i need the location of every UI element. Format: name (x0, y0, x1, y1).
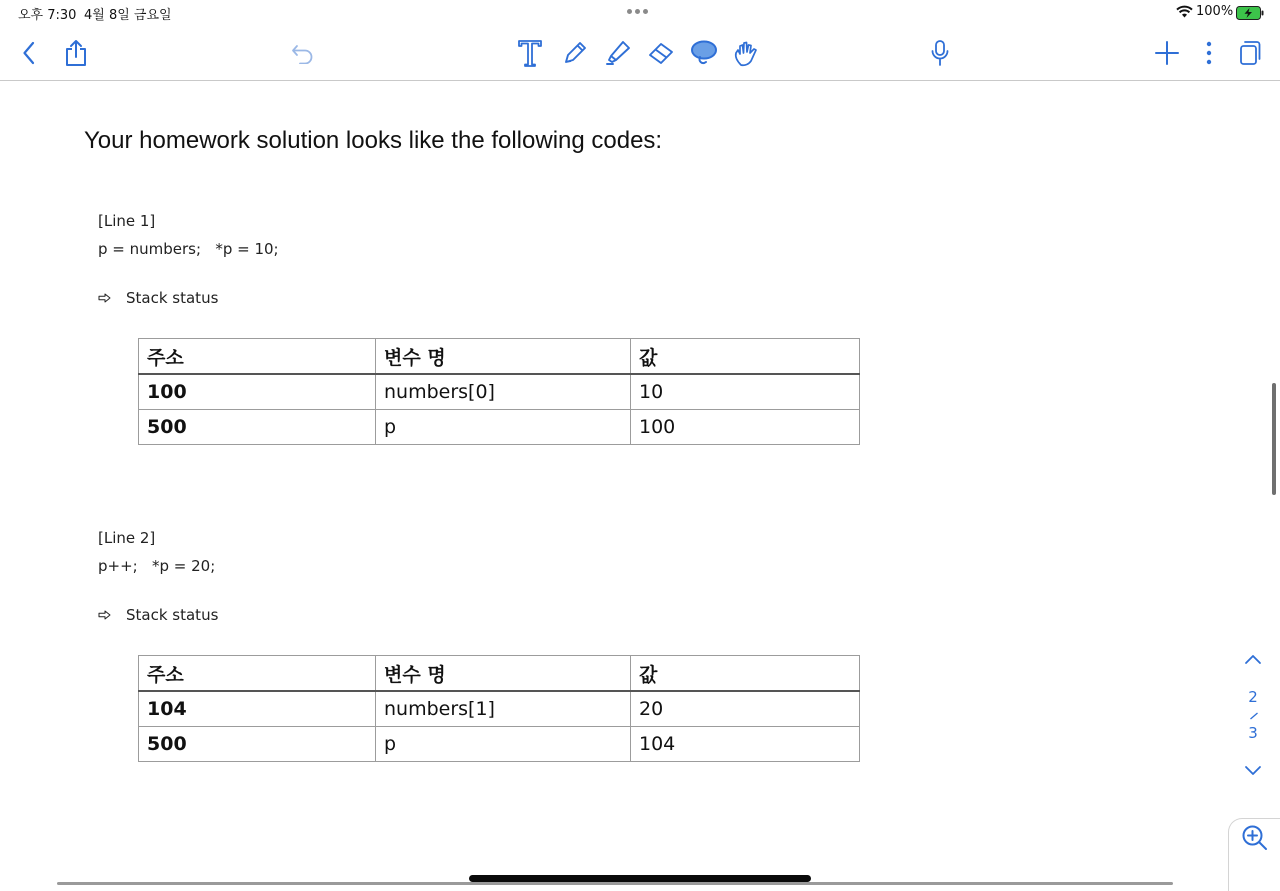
stack-table (138, 655, 860, 762)
code-line: p++; *p = 20; (98, 557, 216, 575)
column-header-value: 값 (631, 656, 860, 692)
status-bar (0, 0, 1280, 26)
zoom-in-icon[interactable] (1241, 824, 1269, 852)
text-tool-icon (517, 39, 543, 67)
table-header-row (139, 339, 860, 375)
home-indicator[interactable] (469, 875, 811, 882)
more-button[interactable] (1187, 26, 1231, 80)
line-label: [Line 2] (98, 529, 156, 547)
cell-address: 100 (139, 374, 376, 410)
cell-value: 104 (631, 727, 860, 762)
next-page-button[interactable] (1244, 762, 1262, 781)
eraser-tool-icon (647, 40, 675, 66)
microphone-button[interactable] (918, 26, 962, 80)
table-row (139, 727, 860, 762)
highlighter-tool-icon (604, 39, 632, 67)
page-heading: Your homework solution looks like the following codes: (84, 127, 663, 154)
current-page-number: 2 (1248, 688, 1258, 706)
line-label: [Line 1] (98, 212, 156, 230)
hand-tool-button[interactable] (724, 26, 768, 80)
column-header-value: 값 (631, 339, 860, 375)
share-button[interactable] (54, 26, 98, 80)
cell-value: 10 (631, 374, 860, 410)
battery-percentage: 100% (1196, 4, 1234, 19)
share-icon (64, 39, 88, 67)
arrow-right-icon (98, 293, 112, 303)
column-header-address: 주소 (139, 339, 376, 375)
stack-table (138, 338, 860, 445)
status-date: 4월 8일 금요일 (84, 8, 172, 23)
column-header-variable: 변수 명 (376, 339, 631, 375)
add-page-button[interactable] (1145, 26, 1189, 80)
add-page-icon (1155, 41, 1179, 65)
undo-button[interactable] (281, 26, 325, 80)
document-page[interactable] (0, 81, 1280, 890)
pen-tool-icon (562, 40, 588, 66)
hand-tool-icon (733, 39, 759, 67)
multitasking-dots[interactable] (627, 9, 648, 14)
previous-page-button[interactable] (1244, 650, 1262, 669)
pen-tool-button[interactable] (553, 26, 597, 80)
eraser-tool-button[interactable] (639, 26, 683, 80)
back-icon (22, 41, 36, 65)
lasso-tool-button[interactable] (682, 26, 726, 80)
pages-icon (1239, 40, 1261, 66)
column-header-address: 주소 (139, 656, 376, 692)
arrow-right-icon (98, 610, 112, 620)
battery-charging-icon (1236, 6, 1264, 20)
pages-button[interactable] (1228, 26, 1272, 80)
more-icon (1206, 41, 1212, 65)
lasso-tool-icon (690, 39, 718, 67)
column-header-variable: 변수 명 (376, 656, 631, 692)
table-header-row (139, 656, 860, 692)
microphone-icon (930, 39, 950, 67)
toolbar (0, 26, 1280, 81)
code-line: p = numbers; *p = 10; (98, 240, 279, 258)
highlighter-tool-button[interactable] (596, 26, 640, 80)
cell-variable: numbers[0] (376, 374, 631, 410)
stack-status-row (98, 606, 218, 624)
cell-variable: p (376, 727, 631, 762)
horizontal-scrollbar[interactable] (57, 882, 1173, 885)
chevron-up-icon (1244, 653, 1262, 665)
stack-status-label: Stack status (126, 289, 219, 307)
page-separator-icon (1249, 712, 1259, 720)
table-row (139, 691, 860, 727)
text-tool-button[interactable] (508, 26, 552, 80)
cell-value: 100 (631, 410, 860, 445)
cell-address: 104 (139, 691, 376, 727)
cell-address: 500 (139, 727, 376, 762)
back-button[interactable] (7, 26, 51, 80)
wifi-icon (1176, 5, 1193, 18)
vertical-scrollbar[interactable] (1272, 383, 1276, 495)
cell-variable: p (376, 410, 631, 445)
cell-value: 20 (631, 691, 860, 727)
status-time: 오후 7:30 (18, 8, 77, 23)
chevron-down-icon (1244, 765, 1262, 777)
cell-variable: numbers[1] (376, 691, 631, 727)
table-row (139, 374, 860, 410)
total-pages-number: 3 (1248, 724, 1258, 742)
undo-icon (291, 42, 315, 64)
table-row (139, 410, 860, 445)
stack-status-label: Stack status (126, 606, 219, 624)
stack-status-row (98, 289, 218, 307)
cell-address: 500 (139, 410, 376, 445)
